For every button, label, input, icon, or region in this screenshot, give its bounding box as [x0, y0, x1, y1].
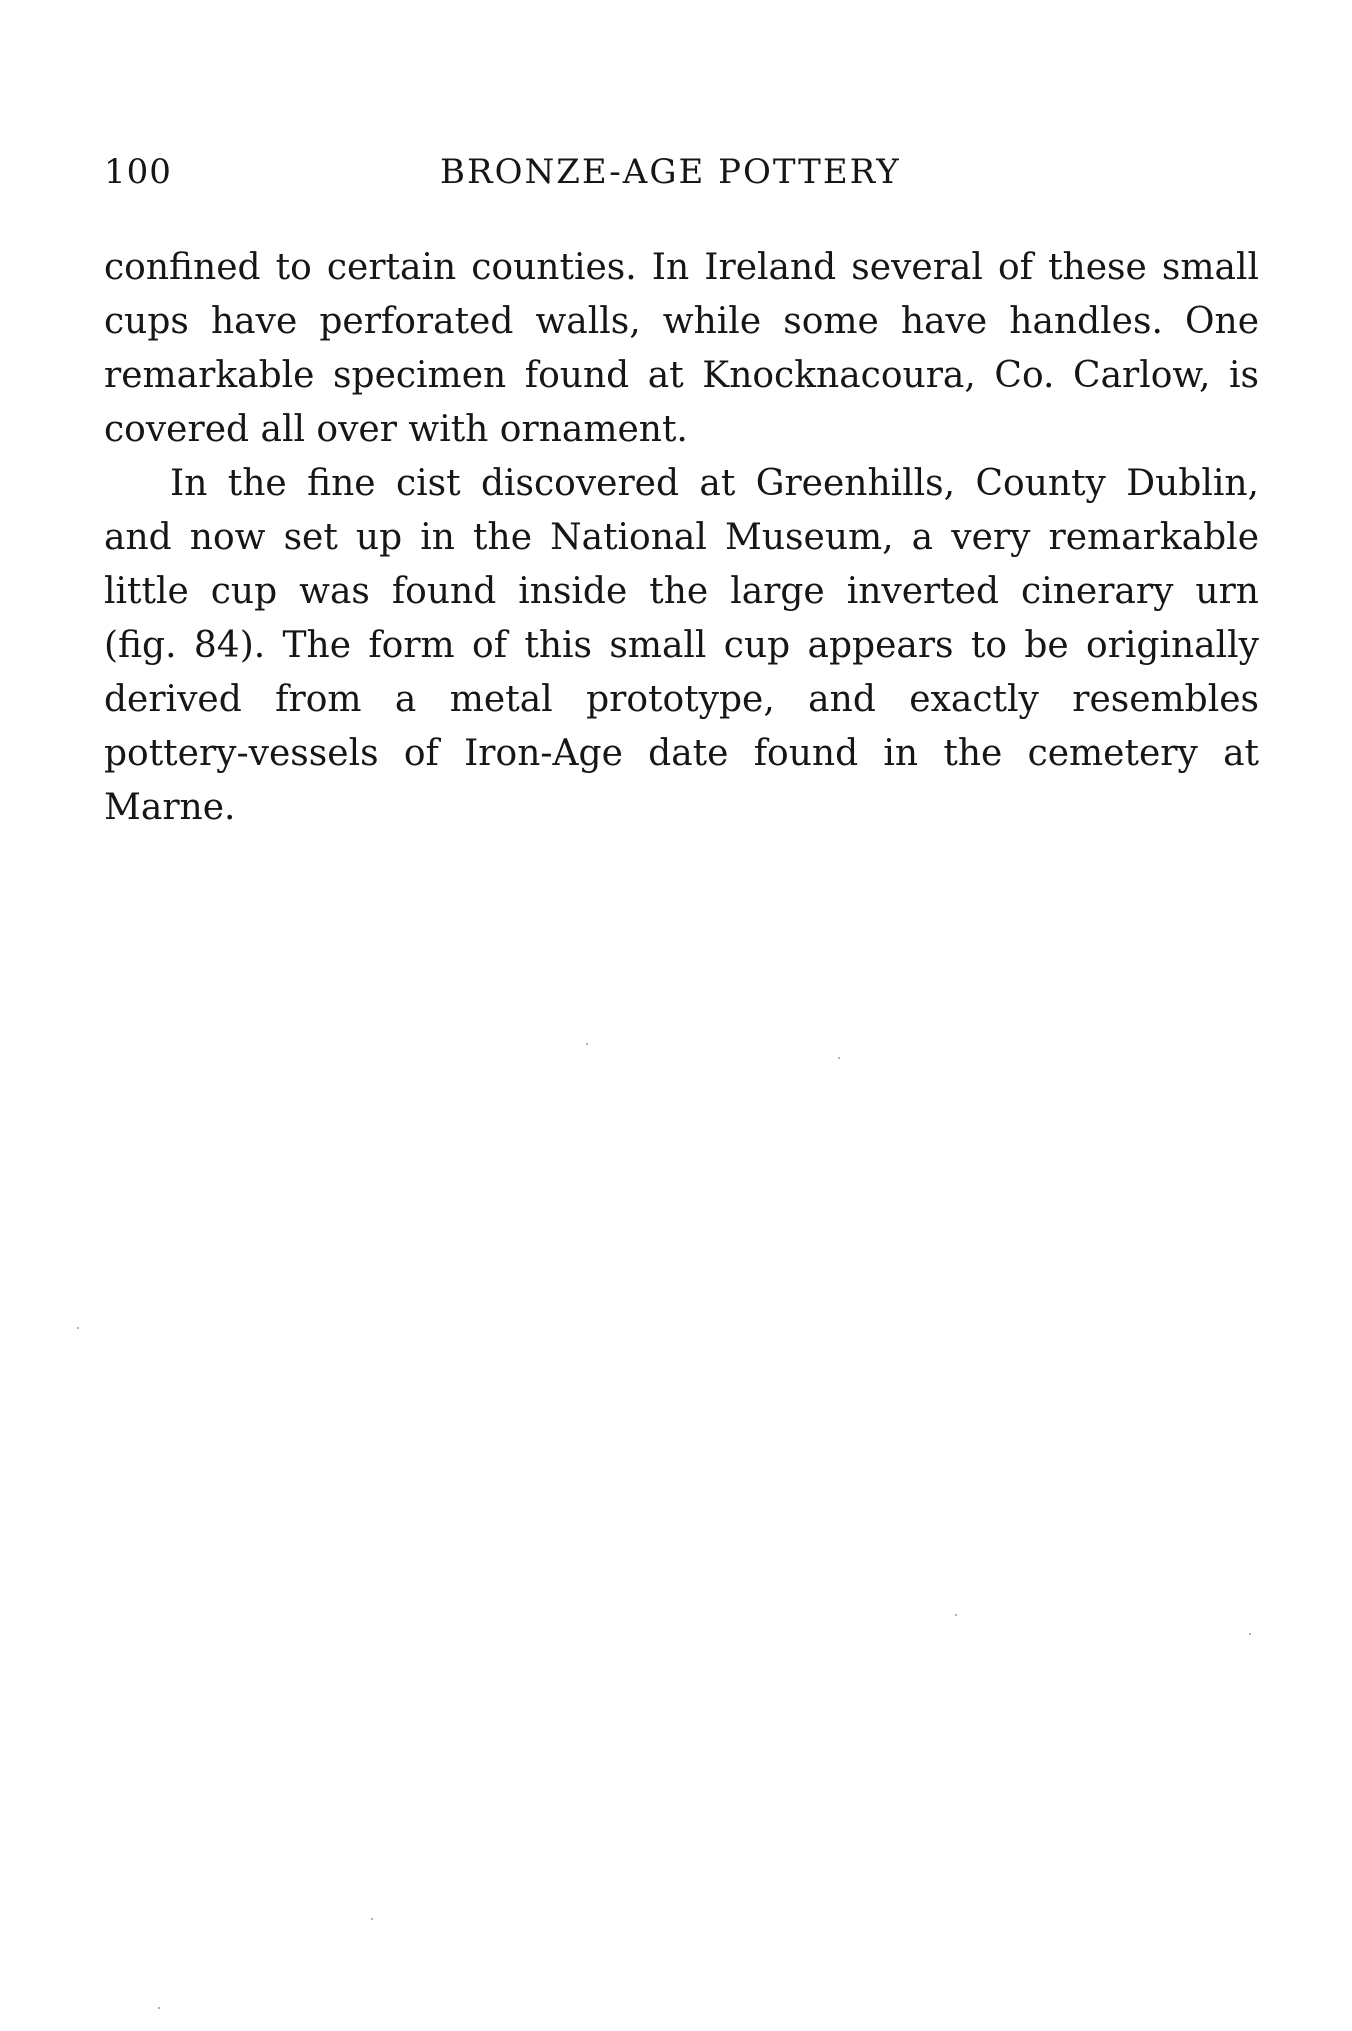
text-line: confined to certain counties. In Ireland several of these small: [104, 247, 1259, 288]
scan-speck: [158, 2007, 160, 2009]
scan-speck: [77, 1327, 79, 1329]
scan-speck: [586, 1043, 588, 1045]
scan-speck: [371, 1918, 373, 1920]
text-line: cups have perforated walls, while some have handles. One: [104, 301, 1259, 342]
text-line: pottery-vessels of Iron-Age date found in the cemetery at: [104, 733, 1259, 774]
text-line: and now set up in the National Museum, a very remarkable: [104, 517, 1259, 558]
page-number: 100: [104, 152, 172, 192]
text-line: little cup was found inside the large inverted cinerary urn: [104, 571, 1259, 612]
page-header: [104, 152, 1254, 202]
text-line: remarkable specimen found at Knocknacoura, Co. Carlow, is: [104, 355, 1259, 396]
running-title: BRONZE-AGE POTTERY: [440, 152, 901, 192]
text-line: derived from a metal prototype, and exactly resembles: [104, 679, 1259, 720]
text-line: (fig. 84). The form of this small cup appears to be originally: [104, 625, 1259, 666]
paragraph-1: [104, 241, 1259, 457]
text-line: Marne.: [104, 787, 236, 828]
scan-speck: [1249, 1633, 1251, 1635]
scan-speck: [838, 1057, 840, 1059]
body-text: [104, 241, 1259, 835]
text-line: covered all over with ornament.: [104, 409, 688, 450]
scan-speck: [955, 1614, 957, 1616]
paragraph-2: [104, 457, 1259, 835]
text-line: In the fine cist discovered at Greenhills, County Dublin,: [170, 463, 1259, 504]
